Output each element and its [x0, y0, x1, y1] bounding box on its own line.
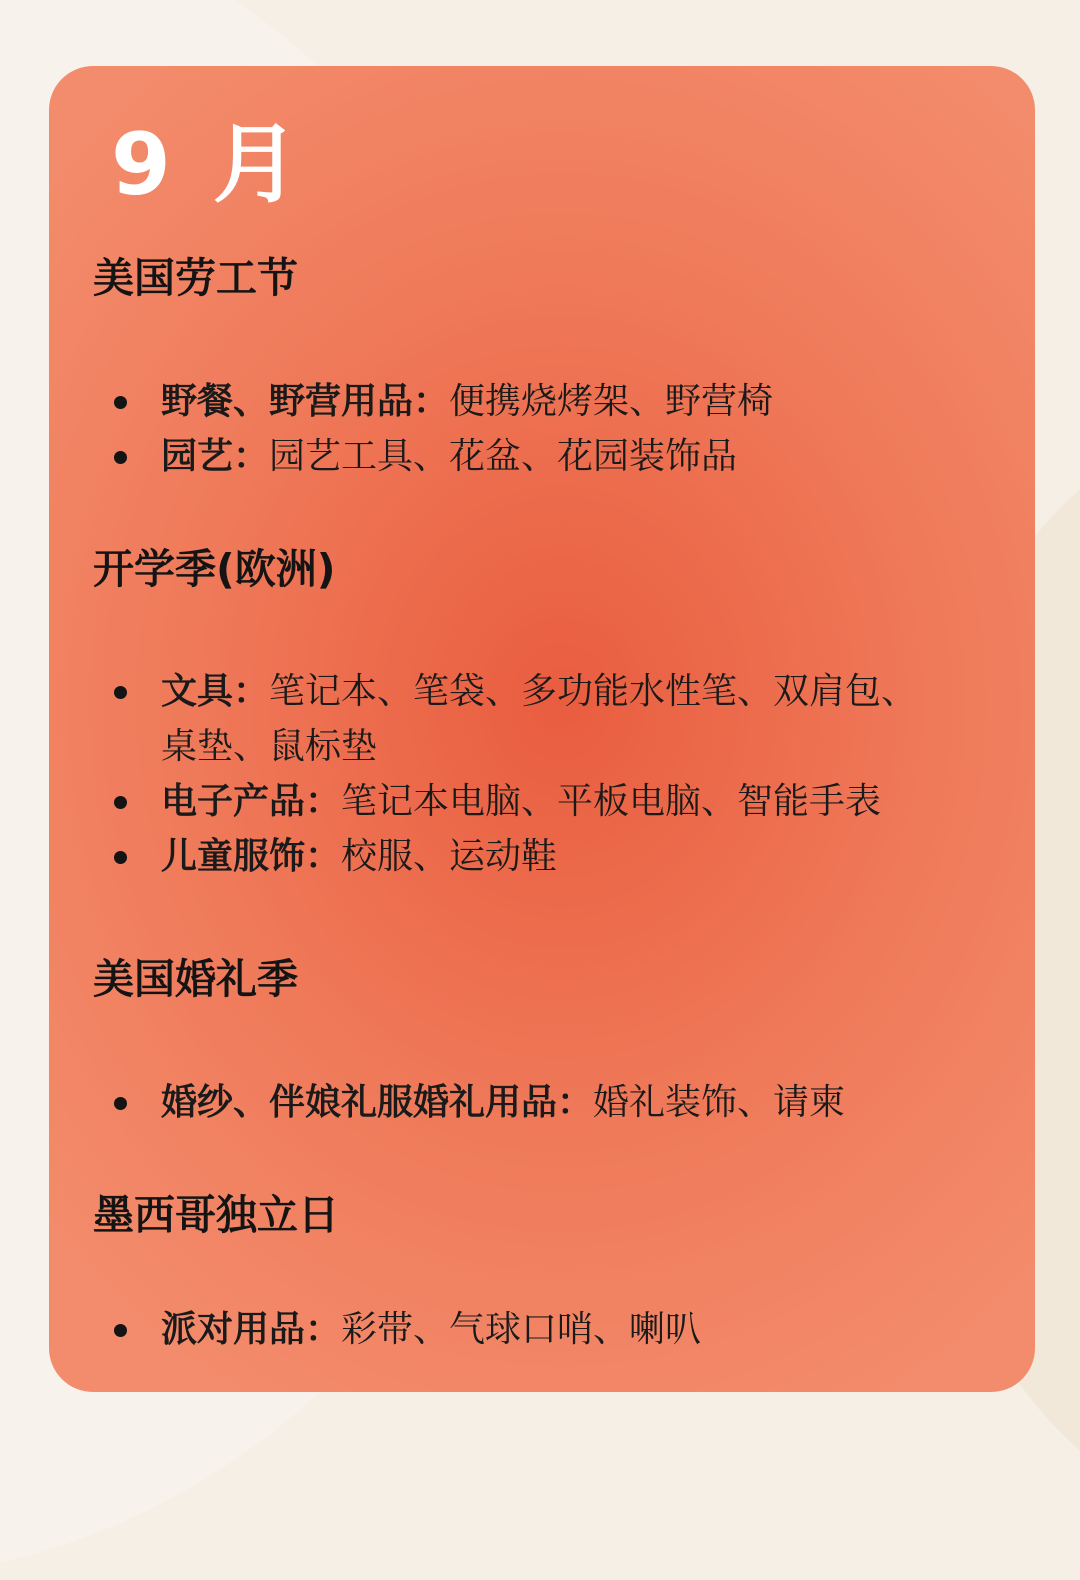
- item-label: 派对用品：: [161, 1309, 342, 1350]
- item-description: 园艺工具、花盆、花园装饰品: [269, 436, 738, 477]
- bullet-icon: [114, 396, 127, 409]
- item-list: [83, 1075, 943, 1130]
- bullet-icon: [114, 796, 127, 809]
- section-heading: 开学季(欧洲): [93, 545, 336, 593]
- list-item: [83, 664, 943, 774]
- bullet-icon: [114, 451, 127, 464]
- item-description: 校服、运动鞋: [341, 836, 558, 877]
- section-heading: 美国劳工节: [93, 254, 298, 302]
- list-item: [83, 429, 943, 484]
- list-item: [83, 829, 943, 884]
- item-label: 婚纱、伴娘礼服婚礼用品：: [161, 1082, 594, 1123]
- bullet-icon: [114, 1097, 127, 1110]
- item-description: 笔记本、笔袋、多功能水性笔、双肩包、桌垫、鼠标垫: [161, 671, 918, 767]
- section-wedding-season: [93, 955, 993, 1004]
- item-label: 文具：: [161, 671, 270, 712]
- list-item: [83, 374, 943, 429]
- item-label: 园艺：: [161, 436, 270, 477]
- bullet-icon: [114, 851, 127, 864]
- item-description: 便携烧烤架、野营椅: [449, 381, 774, 422]
- section-heading: 墨西哥独立日: [93, 1191, 339, 1239]
- list-item: [83, 1302, 943, 1357]
- section-heading: 美国婚礼季: [93, 955, 298, 1003]
- item-list: [83, 664, 943, 884]
- item-description: 婚礼装饰、请柬: [593, 1082, 846, 1123]
- item-label: 野餐、野营用品：: [161, 381, 450, 422]
- list-item: [83, 774, 943, 829]
- item-label: 电子产品：: [161, 781, 342, 822]
- item-list: [83, 374, 943, 484]
- item-description: 彩带、气球口哨、喇叭: [341, 1309, 702, 1350]
- bullet-icon: [114, 686, 127, 699]
- month-title: 9 月: [111, 115, 305, 215]
- month-card: [49, 66, 1035, 1392]
- section-mexico-independence: [93, 1191, 993, 1240]
- section-labor-day: [93, 254, 993, 303]
- section-back-to-school: [93, 545, 993, 594]
- bullet-icon: [114, 1324, 127, 1337]
- item-list: [83, 1302, 943, 1357]
- item-label: 儿童服饰：: [161, 836, 342, 877]
- list-item: [83, 1075, 943, 1130]
- item-description: 笔记本电脑、平板电脑、智能手表: [341, 781, 882, 822]
